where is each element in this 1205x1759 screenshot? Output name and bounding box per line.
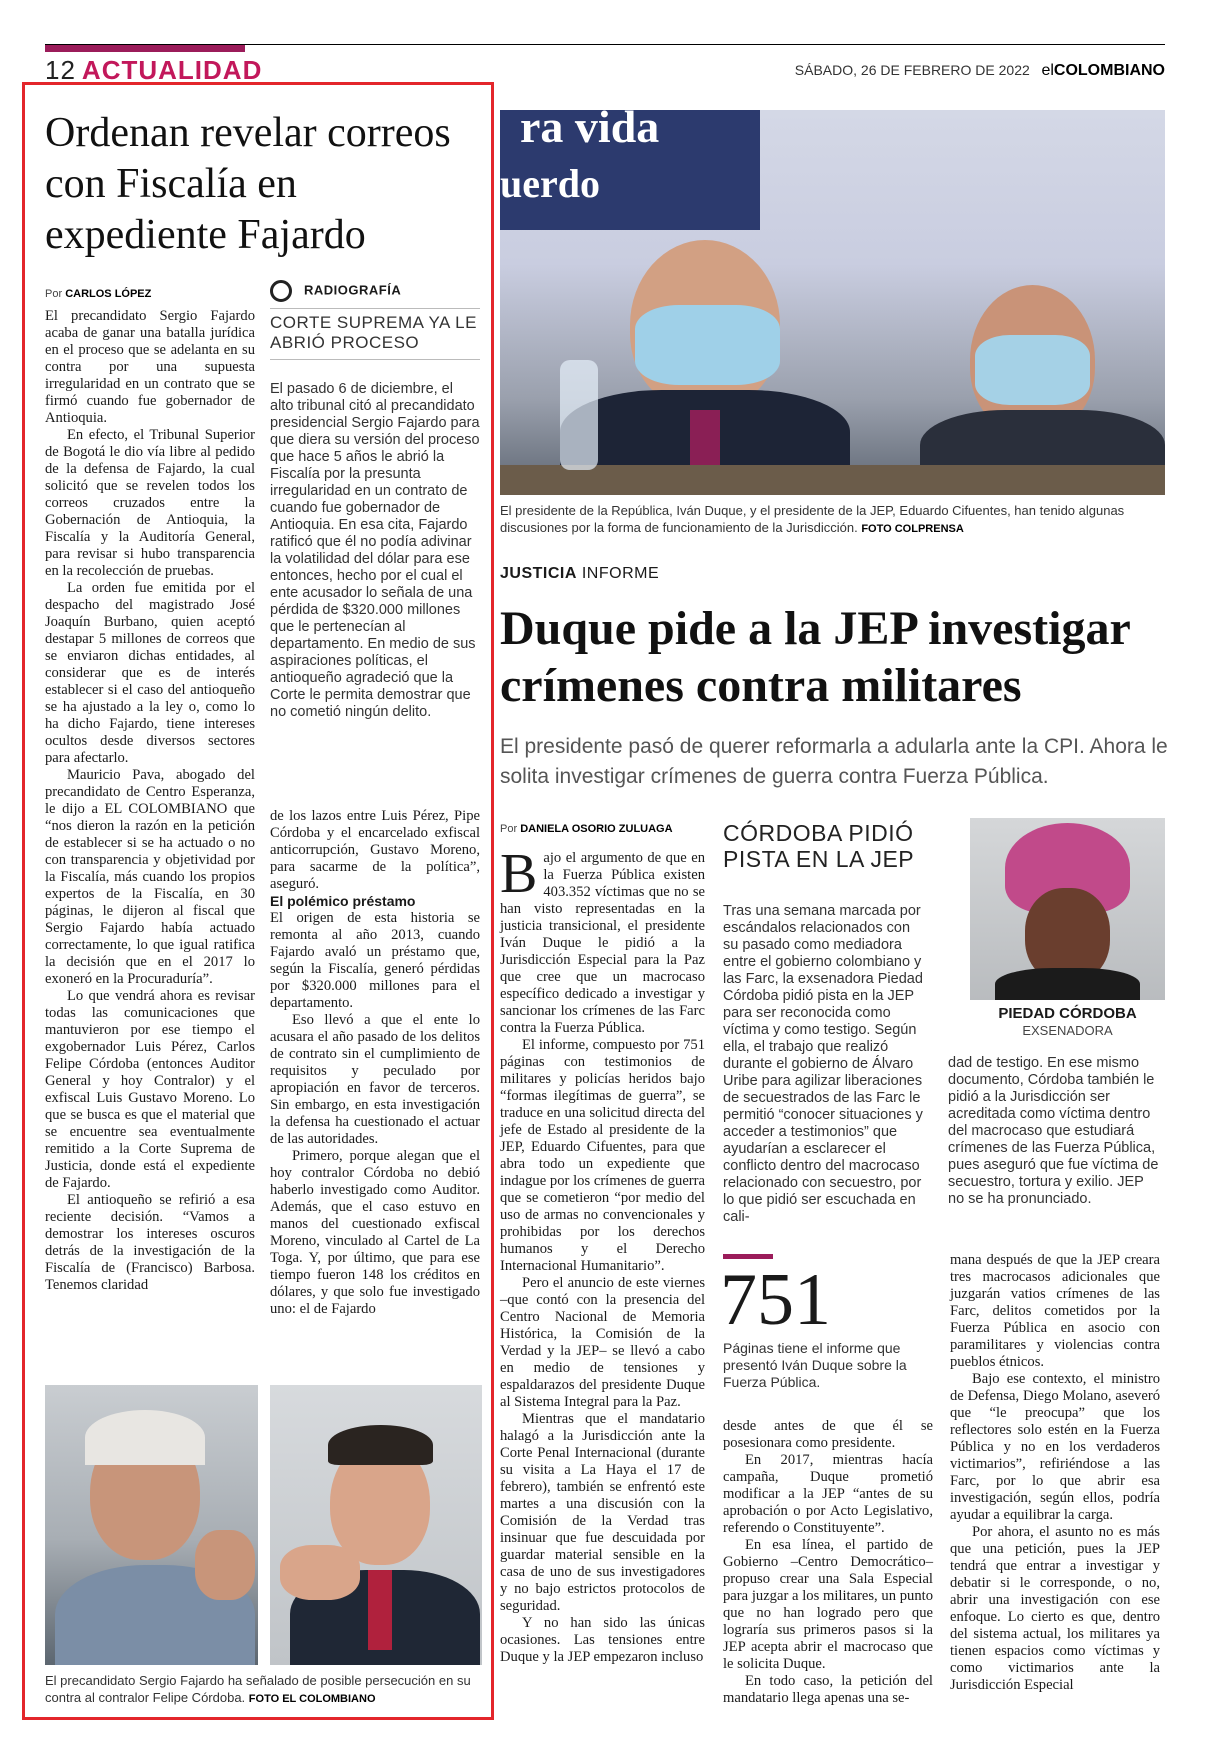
paragraph: Eso llevó a que el ente lo acusara el año pasado de los delitos de contrato sin el cumplimiento de requisitos y peculado por apropiación en favor de terceros. Sin embargo, en esta investigación la defensa ha cuestionado el actuar de las autoridades. [270,1012,480,1147]
paragraph: Por ahora, el asunto no es más que una petición, pues la JEP tendrá que entrar a investigar y debatir si le corresponde, o no, abrir una investigación con ese enfoque. Lo cierto es que, dentro del sistema actual, los militares ya tienen espacios como víctimas y como victimarios ante la Jurisdicción Especial [950,1524,1160,1693]
kicker-sub: INFORME [581,565,660,582]
article2-column-1 [500,843,705,1666]
sidebar-title: CORTE SUPREMA YA LE ABRIÓ PROCESO [270,308,480,353]
subheading: El polémico préstamo [270,893,416,909]
paragraph-text: ajo el argumento de que en la Fuerza Pública existen 403.352 víctimas que no se han visto representadas en la justicia transicional, el presidente Iván Duque le pidió a la Jurisdicción Especial para la Paz que cree que un macrocaso específico dedicado a investigar y sancionar los crímenes de las Farc contra la Fuerza Pública. [500,850,705,1036]
kicker-main: JUSTICIA [500,565,577,582]
paragraph: mana después de que la JEP creara tres macrocasos adicionales que juzgarán vatios crímenes de las Farc, delitos cometidos por la Fuerza Pública en asocio con paramilitares y violencias contra pueblos étnicos. [950,1252,1160,1370]
piedad-cordoba-photo [970,818,1165,1000]
paragraph: El informe, compuesto por 751 páginas con testimonios de militares y policías heridos bajo “formas ilegítimas de guerra”, se traduce en una solicitud directa del jefe de Estado al presidente de la JEP, Eduardo Cifuentes, para que abra todo un expediente que indague por los crímenes de guerra que se cometieron “por medio del uso de armas no convencionales y prohibidas por los derechos humanos y el Derecho Internacional Humanitario”. [500,1037,705,1274]
paragraph: Primero, porque alegan que el hoy contralor Córdoba no debió haberlo investigado como Auditor. Además, que el caso estuvo en manos del cuestionado exfiscal Moreno, vinculado al Cartel de La Toga. Y, por último, que para ese tiempo fueron 148 los créditos en dólares, y que solo fue investigado uno: el de Fajardo [270,1148,480,1317]
dateline [795,62,1165,80]
duque-cifuentes-photo [500,110,1165,495]
magnifier-icon [270,280,292,302]
cordoba-contralor-photo [270,1385,482,1665]
paragraph: En esa línea, el partido de Gobierno –Centro Democrático– propuso crear una Sala Especial para juzgar a los militares, un punto que no han logrado pero que lograría sus primeros pasos si la JEP acepta abrir el macrocaso que le solicita Duque. [723,1537,933,1672]
paragraph: Y no han sido las únicas ocasiones. Las tensiones entre Duque y la JEP empezaron incluso [500,1615,705,1665]
paragraph: El origen de esta historia se remonta al año 2013, cuando Fajardo avaló un préstamo que, según la Fiscalía, generó pérdidas por $320.000 millones para el departamento. [270,910,480,1011]
caption-text: El presidente de la República, Iván Duque, y el presidente de la JEP, Eduardo Cifuentes, han tenido algunas discusiones por la forma de funcionamiento de la Jurisdicción. [500,503,1125,535]
section-name: ACTUALIDAD [81,55,263,85]
article-deck: El presidente pasó de querer reformarla a adularla ante la CPI. Ahora le solita investigar crímenes de guerra contra Fuerza Pública. [500,735,1168,788]
stat-number: 751 [720,1259,831,1341]
article-column-1 [45,308,255,1294]
drop-cap: B [500,843,538,905]
article-column-2 [270,808,480,1318]
byline-author: CARLOS LÓPEZ [65,288,152,300]
caption-credit: FOTO EL COLOMBIANO [248,1693,376,1705]
box-text-2: dad de testigo. En ese mismo documento, Córdoba también le pidió a la Jurisdicción ser acreditada como víctima dentro del macrocaso que estudiará crímenes de las Fuerza Pública, pues aseguró que fue víctima de secuestro, tortura y exilio. JEP no se ha pronunciado. [948,1055,1159,1207]
sidebar-label [270,280,480,302]
paragraph: El precandidato Sergio Fajardo acaba de ganar una batalla jurídica en el proceso que se adelanta en su contra por una supuesta irregularidad en un contrato que se firmó cuando fue gobernador de Antioquia. [45,308,255,426]
article2-column-2 [723,1418,933,1707]
caption-credit: FOTO COLPRENSA [861,523,964,535]
box-text-1: Tras una semana marcada por escándalos relacionados con su pasado como mediadora entre el gobierno colombiano y las Farc, la exsenadora Piedad Córdoba pidió pista en la JEP para ser reconocida como víctima y como testigo. Según ella, el trabajo que realizó durante el gobierno de Álvaro Uribe para agilizar liberaciones de secuestrados de las Farc le permitió “conocer situaciones y acceder a testimonios” que ayudarían a esclarecer el conflicto dentro del macrocaso relacionado con secuestro, por lo que pidió ser escuchada en cali- [723,903,923,1225]
photo-caption [45,1672,485,1708]
sidebar-label-text: RADIOGRAFÍA [304,282,402,298]
paragraph: Pero el anuncio de este viernes –que contó con la presencia del Centro Nacional de Memoria Histórica, la Comisión de la Verdad y la JEP– se llevó a cabo en medio de tensiones y espaldarazos del presidente Duque al Sistema Integral para la Paz. [500,1275,705,1410]
box-title: CÓRDOBA PIDIÓ PISTA EN LA JEP [723,820,915,872]
issue-date: SÁBADO, 26 DE FEBRERO DE 2022 [794,62,1030,78]
paragraph: El antioqueño se refirió a esa reciente decisión. “Vamos a demostrar los intereses oscuros detrás de la investigación de la Fiscalía de (Francisco) Barbosa. Tenemos claridad [45,1192,255,1293]
header-rule [45,44,1165,45]
byline-prefix: Por [45,288,63,300]
fajardo-photo [45,1385,258,1665]
backdrop-text-2: uerdo [500,161,600,206]
sidebar-box [270,280,480,735]
photo-caption-2 [500,502,1165,538]
story-kicker [500,565,659,583]
article-headline-2: Duque pide a la JEP investigar crímenes contra militares [500,602,1130,712]
sidebar-text: El pasado 6 de diciembre, el alto tribunal citó al precandidato presidencial Sergio Fajardo para que diera su versión del proceso que hace 5 años le abrió la Fiscalía por la presunta irregularidad en un contrato de cuando fue gobernador de Antioquia. En esa cita, Fajardo ratificó que él no podía adivinar la volatilidad del dólar para ese entonces, hecho por el cual el ente acusador lo señala de una pérdida de $320.000 millones que le pertenecían al departamento. En medio de sus aspiraciones políticas, el antioqueño agradeció que la Corte le permita demostrar que no cometió ningún delito. [270,380,480,720]
paragraph: Mauricio Pava, abogado del precandidato de Centro Esperanza, le dijo a EL COLOMBIANO que “nos dieron la razón en la petición de establecer si se ha actuado o no con transparencia y objetividad por la Fiscalía, más cuando los propios expertos de la Fiscalía, en 30 páginas, le dijeron al fiscal que Sergio Fajardo había actuado correctamente, lo que igual ratifica la decisión que en el 2017 lo exoneró en la Procuraduría”. [45,767,255,987]
newspaper-brand: COLOMBIANO [1053,62,1165,79]
paragraph: Lo que vendrá ahora es revisar todas las comunicaciones que mantuvieron por ese tiempo el exgobernador Luis Pérez, Carlos Felipe Córdoba (entonces Auditor General y hoy Contralor) y el exfiscal Luis Gustavo Moreno. Lo que se busca es que el material que se encuentre sea eventualmente remitido a la Corte Suprema de Justicia, donde está el expediente de Fajardo. [45,988,255,1191]
paragraph: En efecto, el Tribunal Superior de Bogotá le dio vía libre al pedido de la defensa de Fajardo, la cual solicitó que se revelen todos los correos cruzados entre la Gobernación de Antioquia, la Fiscalía y la Auditoría General, para revisar si hubo transparencia en la recolección de pruebas. [45,427,255,579]
stat-text: Páginas tiene el informe que presentó Iván Duque sobre la Fuerza Pública. [723,1340,907,1390]
section-color-bar [45,45,245,52]
byline-prefix: Por [500,823,518,835]
article2-column-3 [950,1252,1160,1694]
page-number: 12 [45,55,76,85]
backdrop-text: ra vida [520,110,660,152]
article-headline: Ordenan revelar correos con Fiscalía en expediente Fajardo [45,110,451,258]
paragraph: Mientras que el mandatario halagó a la Jurisdicción ante la Corte Penal Internacional (durante su visita a La Haya el 17 de febrero), también se enfrentó este martes a una discusión con la Comisión de la Verdad tras insinuar que fue descuidada por guardar material sensible en la casa de uno de sus investigadores y no bajo estrictos protocolos de seguridad. [500,1411,705,1614]
paragraph: En 2017, mientras hacía campaña, Duque prometió modificar a la JEP “antes de su aprobación o por Acto Legislativo, referendo o Constituyente”. [723,1452,933,1536]
article-byline [45,288,151,300]
paragraph: desde antes de que él se posesionara como presidente. [723,1418,933,1451]
paragraph: de los lazos entre Luis Pérez, Pipe Córdoba y el encarcelado exfiscal anticorrupción, Gustavo Moreno, para sacarme de la política”, aseguró. [270,808,480,892]
paragraph: Bajo ese contexto, el ministro de Defensa, Diego Molano, aseveró que “le preocupa” que los reflectores solo estén en la Fuerza Pública y no en los verdaderos victimarios”, refiriéndose a las Farc, por lo que abrir esa investigación, según ellos, podría ayudar a equilibrar la carga. [950,1371,1160,1523]
brand-prefix: el [1041,62,1054,79]
article-byline-2 [500,823,673,835]
paragraph: En todo caso, la petición del mandatario llega apenas una se- [723,1673,933,1706]
portrait-role: EXSENADORA [1022,1023,1113,1038]
caption-text: El precandidato Sergio Fajardo ha señalado de posible persecución en su contra al contralor Felipe Córdoba. [45,1673,471,1705]
byline-author: DANIELA OSORIO ZULUAGA [520,823,673,835]
portrait-name: PIEDAD CÓRDOBA [998,1005,1137,1022]
paragraph: La orden fue emitida por el despacho del magistrado José Joaquín Burbano, quien aceptó destapar 5 millones de correos que se enviaron dichas entidades, al considerar que es de interés establecer si el caso del antioqueño se ha ajustado a la ley o, como lo ha dicho Fajardo, tiene intereses ocultos desde diversos sectores para afectarlo. [45,580,255,766]
paragraph [500,843,705,1037]
